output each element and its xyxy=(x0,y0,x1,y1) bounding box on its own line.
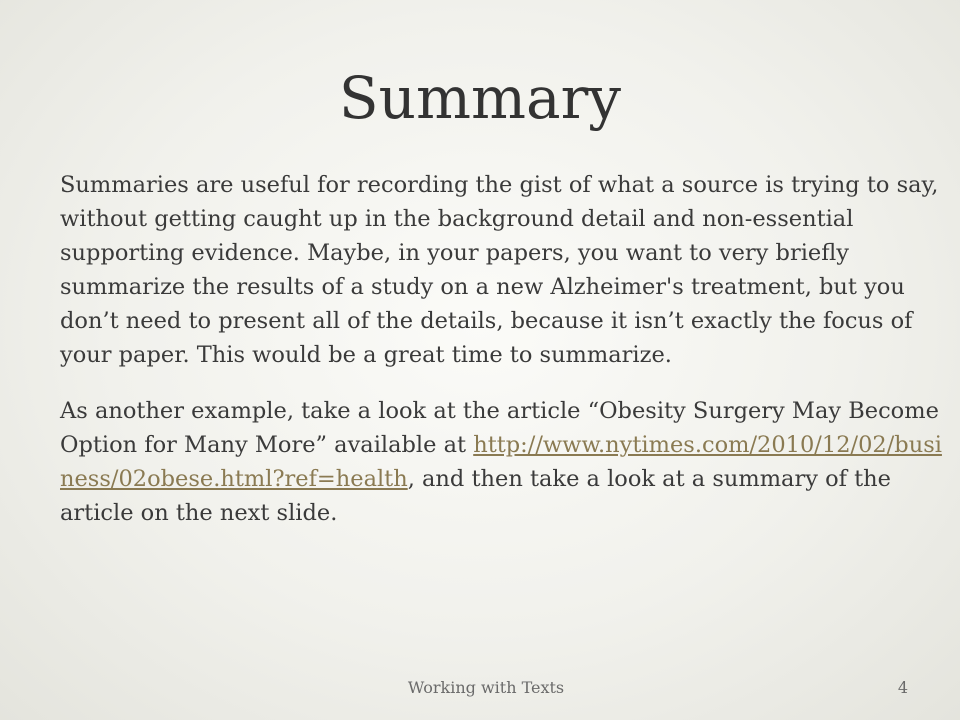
article-link[interactable]: http://www.nytimes.com/2010/12/02/business/02obese.html?ref=health xyxy=(60,432,942,492)
example-text-after-link: , and then take a look at a summary of the article on the next slide. xyxy=(60,466,891,526)
slide-footer xyxy=(0,674,960,702)
slide-body xyxy=(60,168,950,530)
paragraph-example xyxy=(60,394,950,530)
slide-title: Summary xyxy=(338,64,622,132)
page-number: 4 xyxy=(897,678,909,697)
paragraph-summary-intro: Summaries are useful for recording the gist of what a source is trying to say, without getting caught up in the background detail and non-essential supporting evidence. Maybe, in your papers, you want to very briefly summarize the results of a study on a new Alzheimer's treatment, but you don’t need to present all of the details, because it isn’t exactly the focus of your paper. This would be a great time to summarize. xyxy=(60,172,939,368)
footer-text: Working with Texts xyxy=(407,678,565,697)
example-text-before-link: As another example, take a look at the article “Obesity Surgery May Become Option for Many More” available at xyxy=(60,398,939,458)
